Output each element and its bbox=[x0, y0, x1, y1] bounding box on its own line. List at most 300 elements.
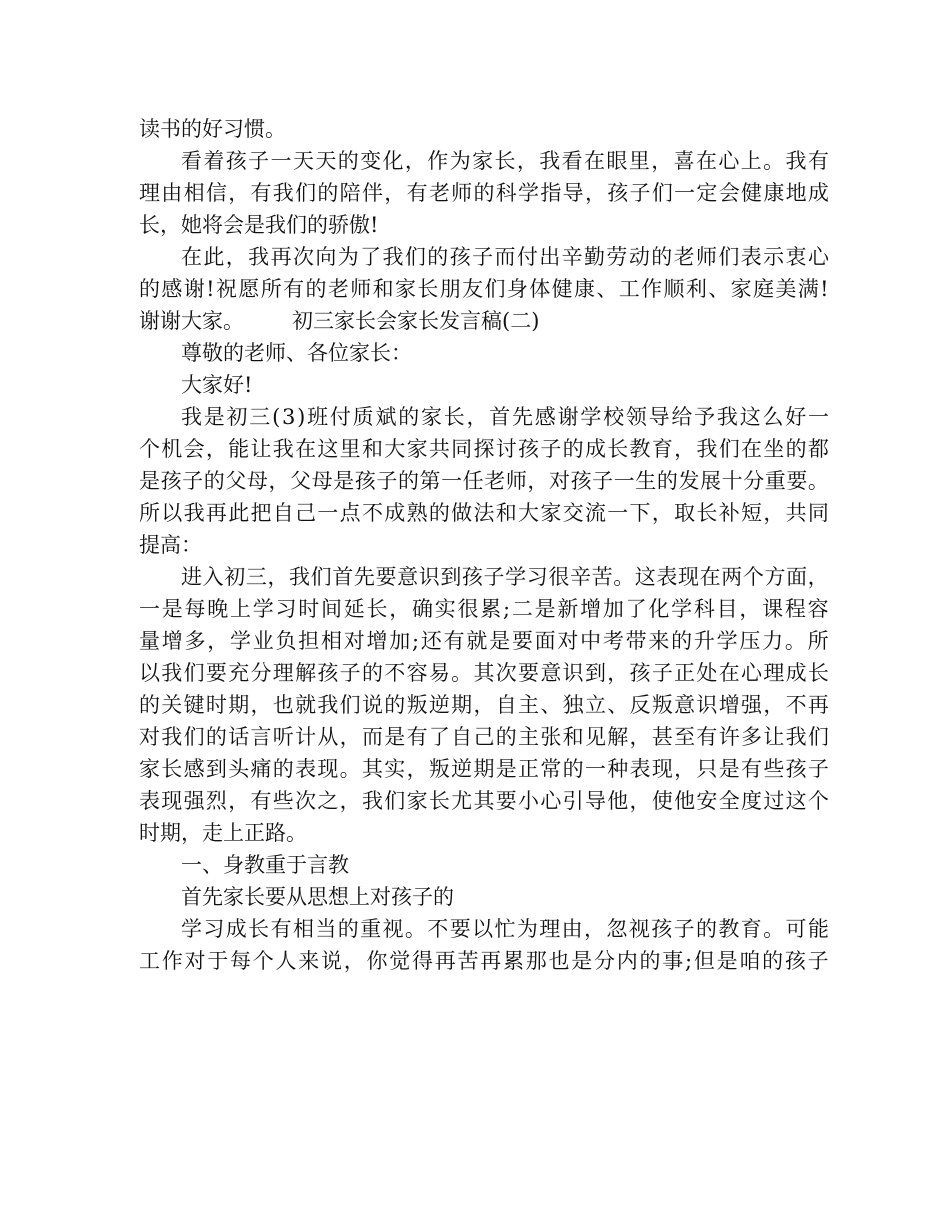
glyph: 健 bbox=[741, 181, 763, 205]
glyph: 上 bbox=[740, 149, 762, 173]
glyph: ， bbox=[228, 181, 250, 205]
line-text bbox=[139, 721, 829, 753]
text-line bbox=[139, 305, 829, 337]
glyph: 一 bbox=[807, 405, 829, 429]
line-text bbox=[181, 241, 829, 273]
glyph: 实 bbox=[434, 597, 456, 621]
glyph: 对 bbox=[343, 629, 365, 653]
glyph: 要 bbox=[495, 789, 517, 813]
glyph: 长 bbox=[807, 661, 829, 685]
glyph: ， bbox=[629, 789, 651, 813]
glyph: 到 bbox=[205, 757, 227, 781]
glyph: 班 bbox=[307, 405, 329, 429]
glyph: 这 bbox=[785, 789, 807, 813]
glyph: 点 bbox=[339, 501, 361, 525]
glyph: 而 bbox=[494, 245, 516, 269]
glyph: 重 bbox=[360, 917, 382, 941]
glyph: 现 bbox=[161, 789, 183, 813]
glyph: 我 bbox=[696, 437, 718, 461]
glyph: ， bbox=[527, 469, 549, 493]
glyph: 法 bbox=[473, 501, 495, 525]
glyph: 全 bbox=[718, 789, 740, 813]
glyph: 这 bbox=[317, 437, 339, 461]
glyph: 们 bbox=[384, 789, 406, 813]
glyph: 一 bbox=[441, 469, 463, 493]
glyph: 加 bbox=[389, 629, 411, 653]
glyph: 己 bbox=[473, 725, 495, 749]
glyph: 子 bbox=[483, 565, 505, 589]
glyph: 要 bbox=[449, 917, 471, 941]
glyph: 的 bbox=[397, 469, 419, 493]
glyph: 学 bbox=[716, 629, 738, 653]
glyph: 顺 bbox=[663, 277, 685, 301]
glyph: 。 bbox=[807, 469, 829, 493]
glyph: 增 bbox=[366, 629, 388, 653]
glyph: 学 bbox=[252, 597, 274, 621]
text-line bbox=[139, 945, 829, 977]
glyph: 的 bbox=[205, 725, 227, 749]
text-line bbox=[139, 529, 829, 561]
glyph: 都 bbox=[807, 437, 829, 461]
glyph: 我 bbox=[785, 149, 807, 173]
glyph: 一 bbox=[139, 597, 160, 621]
glyph: 加 bbox=[602, 597, 624, 621]
glyph: 工 bbox=[618, 277, 640, 301]
glyph: 子 bbox=[376, 469, 398, 493]
glyph: 地 bbox=[785, 181, 807, 205]
glyph: 们 bbox=[484, 277, 506, 301]
glyph: 延 bbox=[343, 597, 365, 621]
glyph: 作 bbox=[641, 277, 663, 301]
glyph: 孩 bbox=[354, 469, 376, 493]
glyph: 着 bbox=[203, 149, 225, 173]
glyph: 实 bbox=[384, 757, 406, 781]
glyph: 相 bbox=[292, 917, 314, 941]
glyph: 你 bbox=[366, 949, 388, 973]
glyph: 子 bbox=[339, 661, 361, 685]
glyph: 是 bbox=[333, 469, 355, 493]
glyph: 教 bbox=[629, 437, 651, 461]
glyph: 现 bbox=[678, 565, 700, 589]
glyph: 确 bbox=[412, 597, 433, 621]
glyph: 和 bbox=[495, 501, 517, 525]
glyph: 谢 bbox=[183, 277, 205, 301]
glyph: 作 bbox=[161, 949, 183, 973]
glyph: 流 bbox=[584, 501, 606, 525]
glyph: 相 bbox=[321, 629, 342, 653]
glyph: 我 bbox=[361, 789, 383, 813]
glyph: 觉 bbox=[389, 949, 411, 973]
glyph: 的 bbox=[139, 277, 160, 301]
glyph: 这 bbox=[634, 565, 656, 589]
glyph: 叛 bbox=[651, 693, 673, 717]
glyph: 计 bbox=[295, 725, 317, 749]
glyph: 有 bbox=[406, 725, 428, 749]
glyph: 的 bbox=[427, 245, 449, 269]
glyph: 有 bbox=[696, 725, 718, 749]
glyph: 我 bbox=[161, 725, 183, 749]
glyph: 让 bbox=[250, 437, 272, 461]
glyph: 育 bbox=[740, 917, 762, 941]
glyph: 每 bbox=[230, 949, 251, 973]
line-text bbox=[139, 657, 829, 689]
glyph: 一 bbox=[270, 149, 292, 173]
glyph: 到 bbox=[440, 565, 462, 589]
glyph: 身 bbox=[506, 277, 528, 301]
glyph: 在 bbox=[741, 437, 763, 461]
glyph: 学 bbox=[505, 565, 527, 589]
glyph: 次 bbox=[495, 661, 517, 685]
text-line bbox=[139, 241, 829, 273]
glyph: 上 bbox=[230, 597, 251, 621]
glyph: 的 bbox=[337, 149, 359, 173]
glyph: 先 bbox=[512, 405, 534, 429]
glyph: 么 bbox=[762, 405, 784, 429]
line-text bbox=[139, 753, 829, 785]
glyph: 识 bbox=[562, 661, 584, 685]
glyph: 孩 bbox=[317, 661, 339, 685]
glyph: 长 bbox=[443, 405, 465, 429]
glyph: 化 bbox=[648, 597, 670, 621]
glyph: 苦 bbox=[457, 949, 479, 973]
glyph: 以 bbox=[139, 661, 160, 685]
line-text: 读书的好习惯。 bbox=[139, 117, 286, 141]
glyph: 解 bbox=[295, 661, 317, 685]
glyph: 喜 bbox=[673, 149, 695, 173]
glyph: 师 bbox=[505, 469, 527, 493]
glyph: 短 bbox=[741, 501, 763, 525]
glyph: 逆 bbox=[451, 757, 473, 781]
glyph: 初 bbox=[224, 565, 246, 589]
glyph: 在 bbox=[699, 565, 721, 589]
line-text bbox=[181, 913, 829, 945]
glyph: 其 bbox=[473, 789, 495, 813]
glyph: 要 bbox=[511, 629, 533, 653]
glyph: 我 bbox=[248, 245, 270, 269]
glyph: 质 bbox=[352, 405, 374, 429]
glyph: 熟 bbox=[406, 501, 428, 525]
glyph: 健 bbox=[551, 277, 573, 301]
glyph: 陪 bbox=[339, 181, 361, 205]
glyph: 目 bbox=[716, 597, 738, 621]
glyph: ， bbox=[406, 757, 428, 781]
glyph: ， bbox=[763, 501, 785, 525]
glyph: 看 bbox=[181, 149, 202, 173]
glyph: ， bbox=[651, 149, 673, 173]
glyph: 长 bbox=[248, 917, 270, 941]
glyph: 朋 bbox=[439, 277, 461, 301]
glyph: 任 bbox=[462, 469, 484, 493]
glyph: 现 bbox=[317, 757, 339, 781]
glyph: 个 bbox=[742, 565, 764, 589]
glyph: 习 bbox=[526, 565, 548, 589]
glyph: ， bbox=[651, 501, 673, 525]
glyph: 让 bbox=[763, 725, 785, 749]
glyph: 己 bbox=[295, 501, 317, 525]
glyph: 的 bbox=[785, 437, 807, 461]
glyph: 自 bbox=[451, 725, 473, 749]
glyph: 了 bbox=[360, 245, 382, 269]
glyph: 于 bbox=[207, 949, 229, 973]
glyph: 对 bbox=[184, 949, 206, 973]
glyph: ， bbox=[339, 725, 361, 749]
glyph: 事 bbox=[662, 949, 684, 973]
glyph: 时 bbox=[298, 597, 320, 621]
glyph: 独 bbox=[562, 693, 584, 717]
glyph: 的 bbox=[562, 437, 584, 461]
glyph: 们 bbox=[718, 245, 740, 269]
line-text bbox=[139, 625, 829, 657]
glyph: 我 bbox=[317, 693, 339, 717]
glyph: 出 bbox=[539, 245, 561, 269]
glyph: 。 bbox=[763, 917, 785, 941]
glyph: 我 bbox=[785, 725, 807, 749]
glyph: 的 bbox=[762, 949, 784, 973]
glyph: 来 bbox=[648, 629, 670, 653]
line-text bbox=[181, 401, 829, 433]
glyph: 时 bbox=[205, 693, 227, 717]
glyph: 了 bbox=[625, 597, 647, 621]
glyph: 一 bbox=[317, 501, 339, 525]
glyph: 意 bbox=[397, 565, 419, 589]
glyph: 所 bbox=[139, 501, 160, 525]
glyph: 展 bbox=[700, 469, 722, 493]
glyph: 祝 bbox=[215, 277, 237, 301]
line-text: 大家好! bbox=[181, 373, 253, 397]
glyph: 累 bbox=[480, 597, 502, 621]
glyph: 一 bbox=[674, 181, 696, 205]
glyph: 个 bbox=[807, 789, 829, 813]
glyph: 要 bbox=[375, 565, 397, 589]
line-text bbox=[139, 785, 829, 817]
glyph: 的 bbox=[272, 757, 294, 781]
glyph: 就 bbox=[295, 693, 317, 717]
glyph: 父 bbox=[225, 469, 247, 493]
glyph: 师 bbox=[350, 277, 372, 301]
glyph: 表 bbox=[740, 245, 762, 269]
glyph: ， bbox=[466, 405, 488, 429]
line-text bbox=[139, 177, 829, 209]
glyph: 庭 bbox=[752, 277, 774, 301]
glyph: 是 bbox=[161, 597, 183, 621]
glyph: 的 bbox=[428, 501, 450, 525]
glyph: 间 bbox=[321, 597, 342, 621]
glyph: 下 bbox=[629, 501, 651, 525]
glyph: ， bbox=[473, 693, 495, 717]
glyph: 孩 bbox=[784, 949, 806, 973]
glyph: ， bbox=[250, 693, 272, 717]
glyph: 在 bbox=[718, 661, 740, 685]
glyph: 师 bbox=[451, 181, 473, 205]
glyph: 是 bbox=[571, 949, 593, 973]
glyph: 是 bbox=[139, 469, 160, 493]
glyph: 讨 bbox=[495, 437, 517, 461]
glyph: 次 bbox=[292, 245, 314, 269]
glyph: 是 bbox=[718, 757, 740, 781]
glyph: 取 bbox=[674, 501, 696, 525]
glyph: 有 bbox=[250, 181, 272, 205]
glyph: 容 bbox=[406, 661, 428, 685]
glyph: 表 bbox=[629, 757, 651, 781]
glyph: 成 bbox=[584, 437, 606, 461]
glyph: 导 bbox=[562, 181, 584, 205]
glyph: 们 bbox=[718, 437, 740, 461]
glyph: 心 bbox=[741, 661, 763, 685]
text-line bbox=[139, 785, 829, 817]
text-line bbox=[139, 561, 829, 593]
line-text: 一、身教重于言教 bbox=[181, 853, 349, 877]
glyph: 不 bbox=[427, 917, 449, 941]
glyph: ， bbox=[343, 949, 365, 973]
glyph: 意 bbox=[540, 661, 562, 685]
glyph: 的 bbox=[203, 469, 225, 493]
glyph: 力 bbox=[762, 629, 784, 653]
glyph: 家 bbox=[394, 277, 416, 301]
glyph: 作 bbox=[427, 149, 449, 173]
glyph: 增 bbox=[580, 597, 602, 621]
glyph: 予 bbox=[694, 405, 716, 429]
glyph: 有 bbox=[250, 789, 272, 813]
glyph: 三 bbox=[245, 565, 267, 589]
glyph: 期 bbox=[451, 693, 473, 717]
text-line bbox=[139, 113, 829, 145]
glyph: 业 bbox=[252, 629, 274, 653]
glyph: 是 bbox=[495, 757, 517, 781]
glyph: 康 bbox=[573, 277, 595, 301]
glyph: 、 bbox=[607, 693, 629, 717]
glyph: 的 bbox=[384, 693, 406, 717]
glyph: ， bbox=[807, 565, 829, 589]
glyph: 晚 bbox=[207, 597, 229, 621]
glyph: 会 bbox=[183, 437, 205, 461]
glyph: 和 bbox=[372, 277, 394, 301]
glyph: 子 bbox=[651, 661, 673, 685]
glyph: 表 bbox=[139, 789, 160, 813]
glyph: ; bbox=[685, 949, 693, 973]
glyph: 首 bbox=[332, 565, 354, 589]
glyph: 。 bbox=[763, 149, 785, 173]
glyph: 。 bbox=[339, 757, 361, 781]
text-line bbox=[139, 753, 829, 785]
glyph: 我 bbox=[161, 661, 183, 685]
glyph: 斌 bbox=[375, 405, 397, 429]
glyph: 满 bbox=[797, 277, 819, 301]
line-text: 长，她将会是我们的骄傲! bbox=[139, 213, 379, 237]
glyph: 过 bbox=[763, 789, 785, 813]
glyph: 们 bbox=[295, 181, 317, 205]
glyph: 安 bbox=[696, 789, 718, 813]
glyph: 有 bbox=[406, 181, 428, 205]
glyph: 子 bbox=[673, 917, 695, 941]
glyph: 。 bbox=[404, 917, 426, 941]
line-text bbox=[181, 561, 829, 593]
glyph: 母 bbox=[246, 469, 268, 493]
glyph: 量 bbox=[139, 629, 160, 653]
glyph: 子 bbox=[592, 469, 614, 493]
glyph: 忙 bbox=[494, 917, 516, 941]
line-text: 尊敬的老师、各位家长： bbox=[181, 341, 412, 365]
glyph: 老 bbox=[484, 469, 506, 493]
glyph: 伴 bbox=[361, 181, 383, 205]
glyph: 家 bbox=[139, 757, 160, 781]
glyph: 得 bbox=[412, 949, 433, 973]
glyph: 二 bbox=[511, 597, 533, 621]
glyph: 校 bbox=[603, 405, 625, 429]
glyph: 导 bbox=[648, 405, 670, 429]
glyph: 面 bbox=[786, 565, 808, 589]
glyph: 有 bbox=[443, 629, 465, 653]
glyph: 甚 bbox=[651, 725, 673, 749]
glyph: 表 bbox=[656, 565, 678, 589]
glyph: 他 bbox=[607, 789, 629, 813]
glyph: 课 bbox=[762, 597, 784, 621]
glyph: 之 bbox=[317, 789, 339, 813]
glyph: ， bbox=[404, 149, 426, 173]
glyph: 共 bbox=[428, 437, 450, 461]
glyph: 入 bbox=[202, 565, 224, 589]
glyph: 视 bbox=[382, 917, 404, 941]
glyph: 痛 bbox=[250, 757, 272, 781]
glyph: 衷 bbox=[785, 245, 807, 269]
glyph: 不 bbox=[785, 693, 807, 717]
glyph: 至 bbox=[674, 725, 696, 749]
text-line bbox=[139, 177, 829, 209]
glyph: 定 bbox=[696, 181, 718, 205]
glyph: 。 bbox=[784, 629, 806, 653]
glyph: 子 bbox=[540, 437, 562, 461]
glyph: 听 bbox=[272, 725, 294, 749]
glyph: 不 bbox=[361, 501, 383, 525]
document-body bbox=[139, 113, 829, 977]
glyph: 天 bbox=[292, 149, 314, 173]
glyph: 为 bbox=[337, 245, 359, 269]
glyph: 的 bbox=[671, 629, 693, 653]
glyph: 也 bbox=[548, 949, 570, 973]
glyph: ) bbox=[297, 405, 306, 429]
glyph: 逆 bbox=[428, 693, 450, 717]
glyph: 利 bbox=[685, 277, 707, 301]
glyph: 此 bbox=[203, 245, 225, 269]
glyph: 我 bbox=[382, 245, 404, 269]
glyph: 忽 bbox=[606, 917, 628, 941]
glyph: 首 bbox=[489, 405, 511, 429]
glyph: 相 bbox=[183, 181, 205, 205]
glyph: 第 bbox=[419, 469, 441, 493]
glyph: 程 bbox=[784, 597, 806, 621]
glyph: 一 bbox=[613, 469, 635, 493]
glyph: 子 bbox=[629, 181, 651, 205]
glyph: 是 bbox=[384, 725, 406, 749]
glyph: 视 bbox=[628, 917, 650, 941]
glyph: 见 bbox=[584, 725, 606, 749]
glyph: 感 bbox=[534, 405, 556, 429]
glyph: 立 bbox=[584, 693, 606, 717]
glyph: 补 bbox=[718, 501, 740, 525]
glyph: 子 bbox=[807, 757, 829, 781]
glyph: 们 bbox=[183, 661, 205, 685]
glyph: 说 bbox=[361, 693, 383, 717]
glyph: 们 bbox=[339, 693, 361, 717]
glyph: 长 bbox=[417, 277, 439, 301]
glyph: 向 bbox=[315, 245, 337, 269]
glyph: 子 bbox=[472, 245, 494, 269]
glyph: 们 bbox=[651, 181, 673, 205]
glyph: 我 bbox=[289, 565, 311, 589]
glyph: 我 bbox=[272, 437, 294, 461]
glyph: 母 bbox=[311, 469, 333, 493]
glyph: 了 bbox=[428, 725, 450, 749]
glyph: 是 bbox=[489, 629, 511, 653]
